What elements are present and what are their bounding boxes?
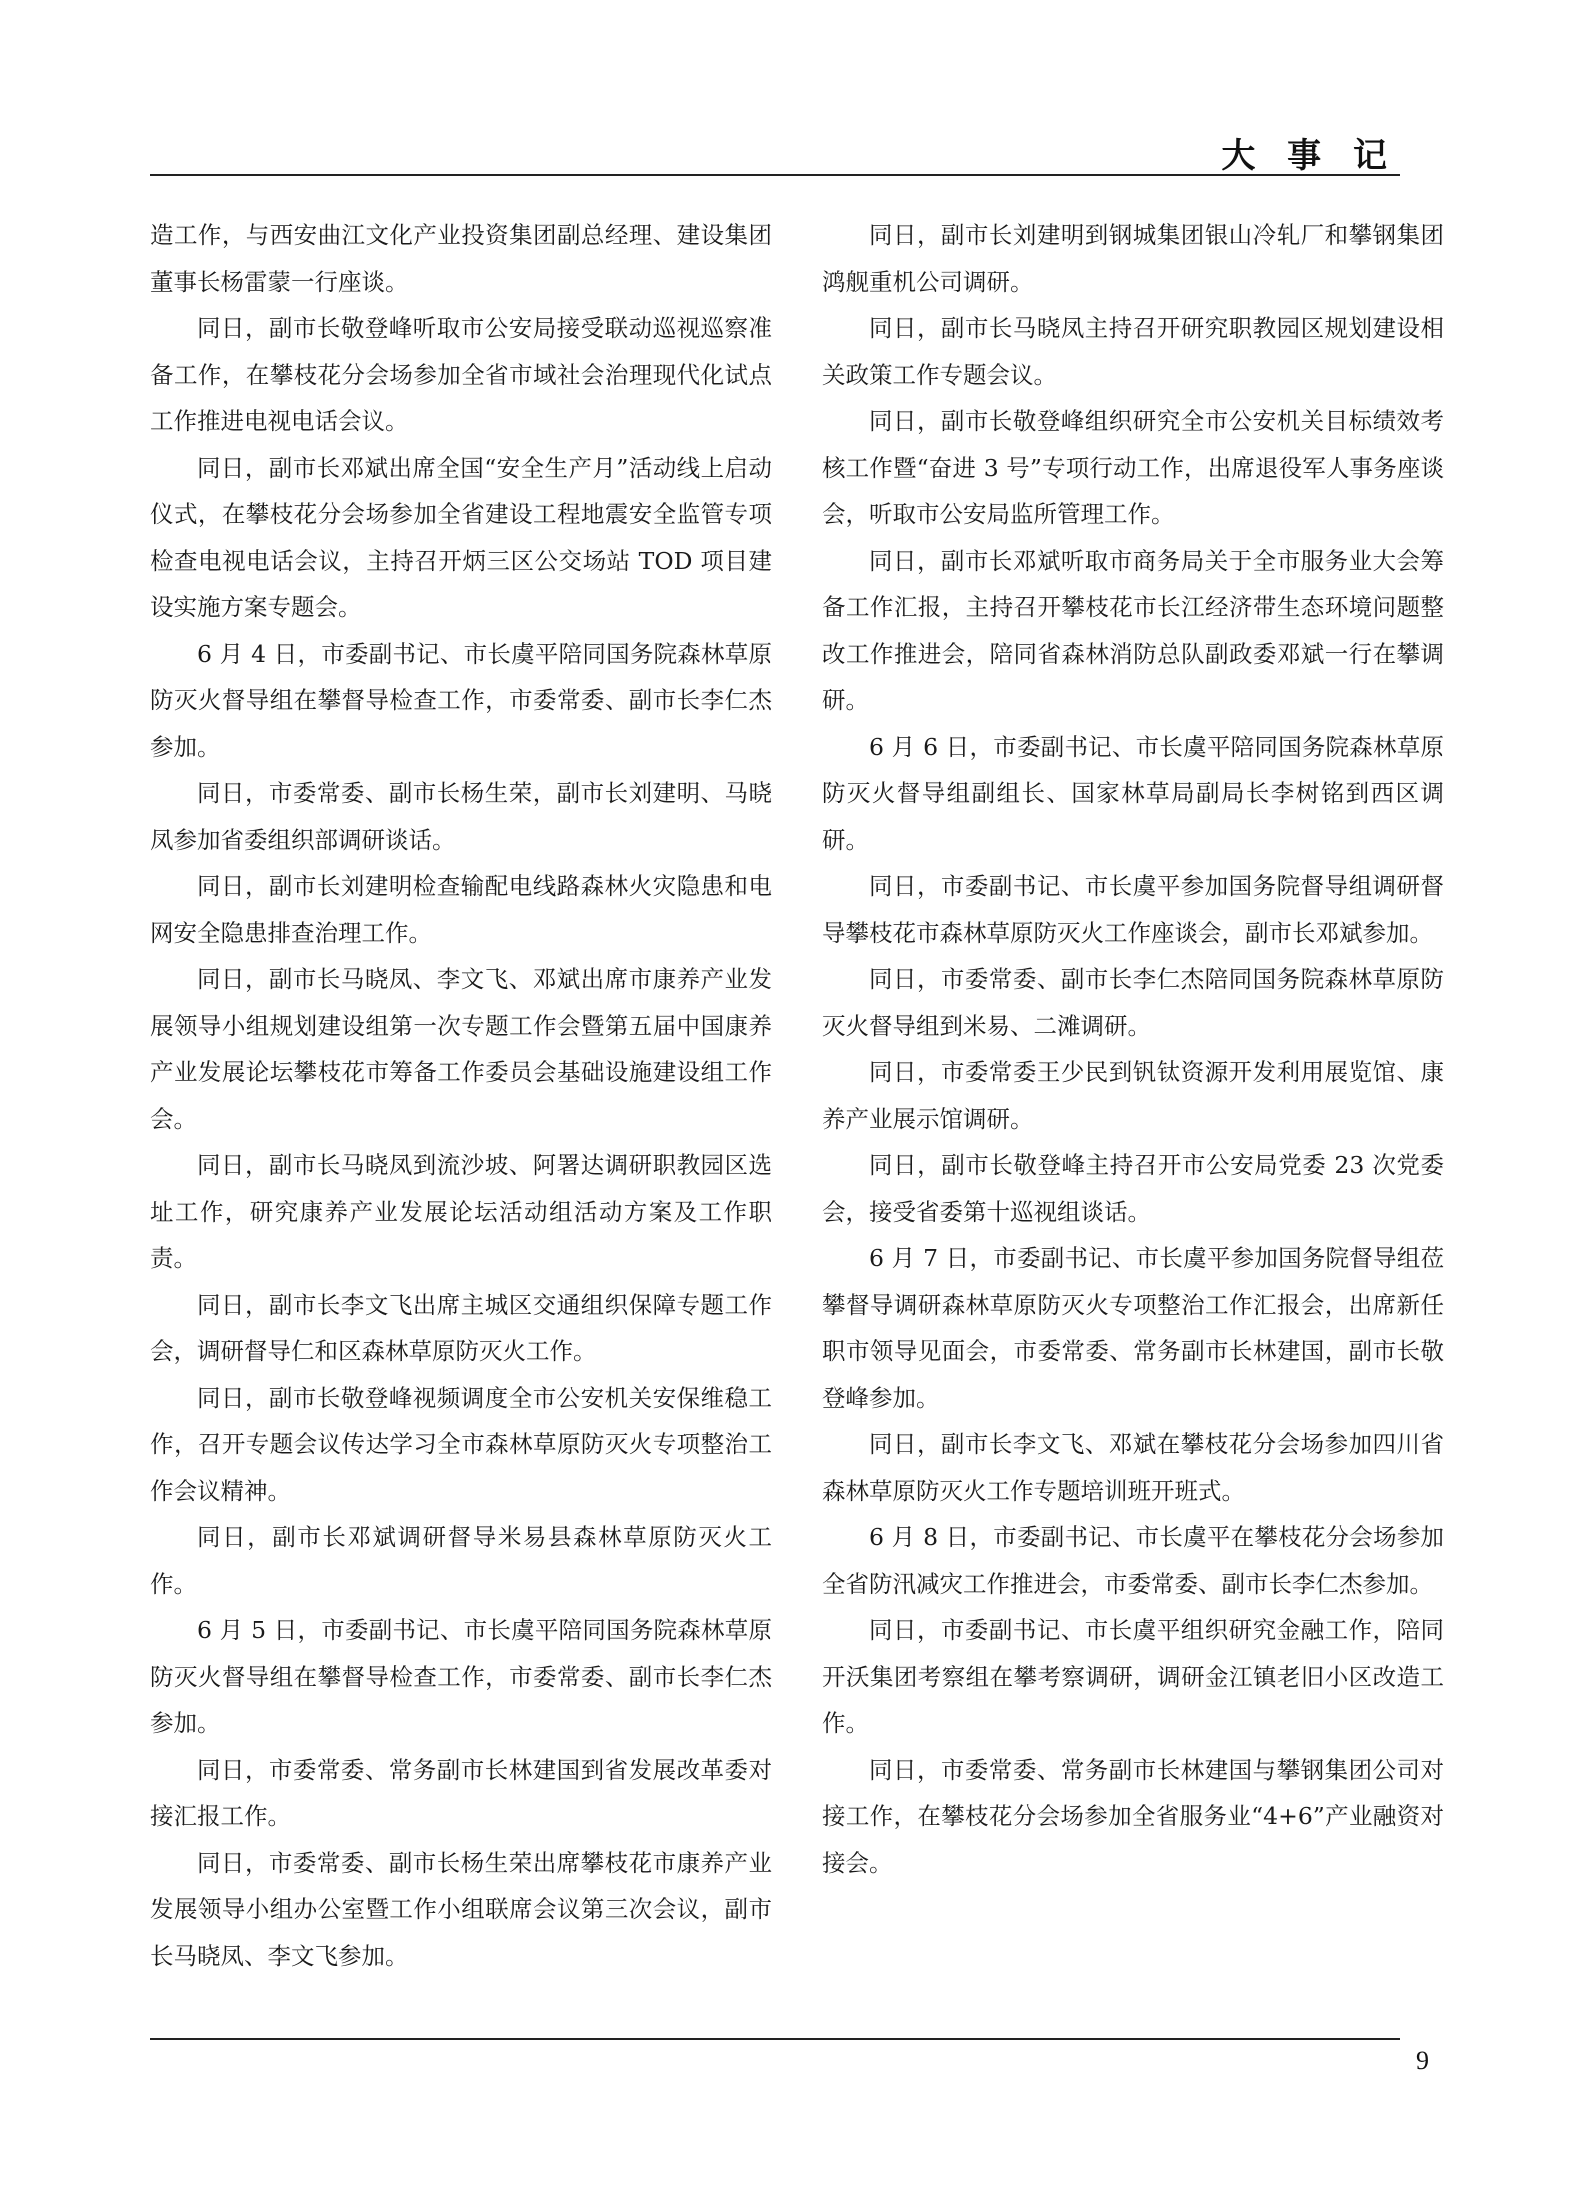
paragraph: 同日，市委常委、常务副市长林建国到省发展改革委对接汇报工作。 [150,1755,772,1830]
paragraph: 同日，副市长邓斌调研督导米易县森林草原防灭火工作。 [150,1523,772,1598]
paragraph: 同日，副市长敬登峰主持召开市公安局党委 23 次党委会，接受省委第十巡视组谈话。 [822,1151,1444,1226]
paragraph: 同日，副市长邓斌出席全国“安全生产月”活动线上启动仪式，在攀枝花分会场参加全省建设工程地震安全监管专项检查电视电话会议，主持召开炳三区公交场站 TOD 项目建设实施方案专题会。 [150,453,772,621]
paragraph: 同日，市委副书记、市长虞平组织研究金融工作，陪同开沃集团考察组在攀考察调研，调研金江镇老旧小区改造工作。 [822,1616,1444,1737]
paragraph: 同日，副市长马晓凤主持召开研究职教园区规划建设相关政策工作专题会议。 [822,314,1444,389]
paragraph: 同日，市委常委、副市长李仁杰陪同国务院森林草原防灭火督导组到米易、二滩调研。 [822,965,1444,1040]
paragraph: 6 月 7 日，市委副书记、市长虞平参加国务院督导组莅攀督导调研森林草原防灭火专项整治工作汇报会，出席新任职市领导见面会，市委常委、常务副市长林建国，副市长敬登峰参加。 [822,1244,1444,1412]
paragraph: 同日，市委常委、副市长杨生荣，副市长刘建明、马晓凤参加省委组织部调研谈话。 [150,779,772,854]
paragraph: 同日，副市长敬登峰听取市公安局接受联动巡视巡察准备工作，在攀枝花分会场参加全省市域社会治理现代化试点工作推进电视电话会议。 [150,314,772,435]
paragraph: 同日，副市长敬登峰组织研究全市公安机关目标绩效考核工作暨“奋进 3 号”专项行动工作，出席退役军人事务座谈会，听取市公安局监所管理工作。 [822,407,1444,528]
paragraph: 同日，副市长马晓凤到流沙坡、阿署达调研职教园区选址工作，研究康养产业发展论坛活动组活动方案及工作职责。 [150,1151,772,1272]
paragraph: 同日，副市长马晓凤、李文飞、邓斌出席市康养产业发展领导小组规划建设组第一次专题工作会暨第五届中国康养产业发展论坛攀枝花市筹备工作委员会基础设施建设组工作会。 [150,965,772,1133]
paragraph: 6 月 8 日，市委副书记、市长虞平在攀枝花分会场参加全省防汛减灾工作推进会，市委常委、副市长李仁杰参加。 [822,1523,1444,1598]
page-number: 9 [1416,2046,1429,2075]
right-column [822,212,1444,1886]
paragraph: 6 月 4 日，市委副书记、市长虞平陪同国务院森林草原防灭火督导组在攀督导检查工作，市委常委、副市长李仁杰参加。 [150,639,772,761]
section-title: 大 事 记 [1221,136,1397,176]
paragraph: 6 月 5 日，市委副书记、市长虞平陪同国务院森林草原防灭火督导组在攀督导检查工作，市委常委、副市长李仁杰参加。 [150,1616,772,1737]
paragraph: 同日，副市长敬登峰视频调度全市公安机关安保维稳工作，召开专题会议传达学习全市森林草原防灭火专项整治工作会议精神。 [150,1383,772,1505]
paragraph: 同日，市委副书记、市长虞平参加国务院督导组调研督导攀枝花市森林草原防灭火工作座谈会，副市长邓斌参加。 [822,872,1444,947]
paragraph: 同日，副市长李文飞、邓斌在攀枝花分会场参加四川省森林草原防灭火工作专题培训班开班式。 [822,1430,1444,1505]
paragraph: 同日，副市长邓斌听取市商务局关于全市服务业大会筹备工作汇报，主持召开攀枝花市长江经济带生态环境问题整改工作推进会，陪同省森林消防总队副政委邓斌一行在攀调研。 [822,546,1444,714]
header-rule [150,174,1400,176]
paragraph: 同日，副市长李文飞出席主城区交通组织保障专题工作会，调研督导仁和区森林草原防灭火工作。 [150,1290,772,1365]
paragraph: 同日，市委常委王少民到钒钛资源开发利用展览馆、康养产业展示馆调研。 [822,1058,1444,1133]
paragraph: 造工作，与西安曲江文化产业投资集团副总经理、建设集团董事长杨雷蒙一行座谈。 [150,221,772,296]
left-column [150,212,772,1979]
paragraph: 同日，市委常委、常务副市长林建国与攀钢集团公司对接工作，在攀枝花分会场参加全省服务业“4+6”产业融资对接会。 [822,1755,1444,1877]
paragraph: 同日，副市长刘建明到钢城集团银山冷轧厂和攀钢集团鸿舰重机公司调研。 [822,221,1444,296]
paragraph: 同日，副市长刘建明检查输配电线路森林火灾隐患和电网安全隐患排查治理工作。 [150,872,772,947]
footer-rule [150,2038,1400,2040]
paragraph: 同日，市委常委、副市长杨生荣出席攀枝花市康养产业发展领导小组办公室暨工作小组联席会议第三次会议，副市长马晓凤、李文飞参加。 [150,1848,772,1970]
paragraph: 6 月 6 日，市委副书记、市长虞平陪同国务院森林草原防灭火督导组副组长、国家林草局副局长李树铭到西区调研。 [822,732,1444,854]
